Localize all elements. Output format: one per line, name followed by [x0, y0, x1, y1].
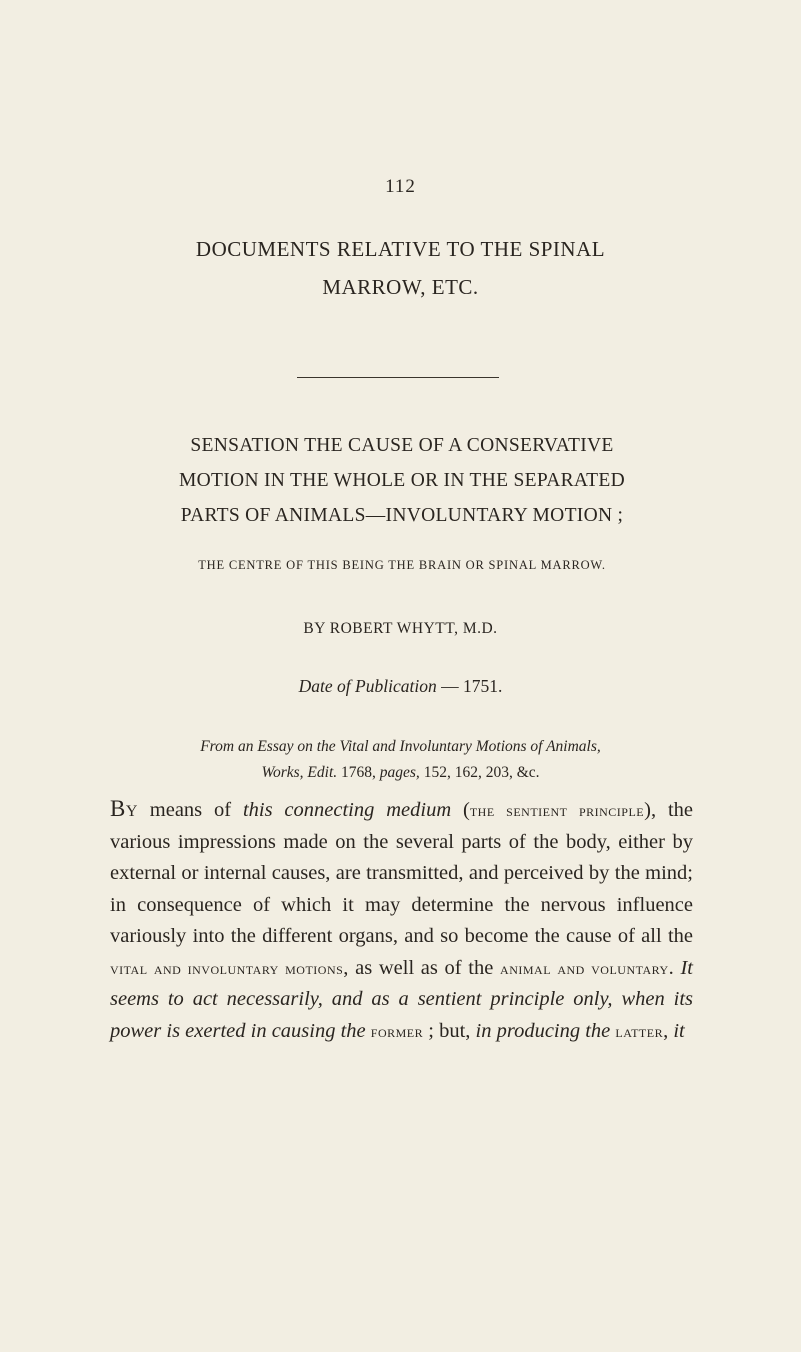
body-span: ), the various impressions made on the several parts of the body, either by external or internal causes, are transmitted, and perceived by the mind; in consequence of which it may determine the nervous influence variously into the different organs, and so become the cause of all the: [110, 799, 694, 947]
body-smallcaps-span: animal and voluntary: [500, 958, 669, 978]
body-span: means of: [137, 799, 243, 821]
title-divider: [297, 377, 499, 378]
date-separator: —: [436, 676, 463, 696]
publication-date: [0, 676, 801, 697]
body-italic-span: it: [673, 1019, 685, 1042]
section-heading: [92, 428, 712, 533]
section-heading-line-1: SENSATION THE CAUSE OF A CONSERVATIVE: [190, 435, 614, 456]
author-line: BY ROBERT WHYTT, M.D.: [303, 620, 498, 637]
body-opening-word: By: [110, 796, 138, 821]
source-pages: 152, 162, 203, &c.: [419, 764, 540, 781]
source-year: 1768,: [337, 764, 380, 781]
source-citation: [100, 734, 701, 786]
body-italic-span: It seems to act necessarily, and as a sentient principle only, when its power is exerted in causing the: [110, 956, 694, 1042]
section-subheading: THE CENTRE OF THIS BEING THE BRAIN OR SPINAL MARROW.: [198, 558, 606, 572]
document-title: [100, 230, 701, 306]
section-heading-line-2: MOTION IN THE WHOLE OR IN THE SEPARATED: [179, 470, 625, 491]
body-span: (: [451, 799, 470, 821]
date-value: 1751.: [462, 676, 503, 696]
body-paragraph: [110, 793, 693, 1047]
body-span: ,: [663, 1019, 674, 1042]
section-heading-line-3: PARTS OF ANIMALS—INVOLUNTARY MOTION ;: [180, 505, 624, 526]
source-works: Works, Edit.: [261, 764, 338, 781]
body-italic-span: in producing the: [475, 1019, 611, 1042]
source-pages-label: pages,: [379, 764, 420, 781]
body-smallcaps-span: former: [370, 1021, 424, 1041]
body-smallcaps-span: latter: [615, 1021, 664, 1041]
body-smallcaps-span: the sentient principle: [469, 801, 645, 820]
body-span: .: [668, 956, 681, 979]
page-number: 112: [385, 176, 416, 197]
body-smallcaps-span: vital and involuntary motions: [110, 958, 344, 978]
body-span: ; but,: [423, 1019, 476, 1042]
document-title-line-2: MARROW, ETC.: [322, 275, 479, 299]
document-title-line-1: DOCUMENTS RELATIVE TO THE SPINAL: [195, 237, 606, 261]
body-span: , as well as of the: [343, 956, 501, 979]
body-italic-span: this connecting medium: [242, 799, 452, 821]
date-label: Date of Publication: [298, 676, 437, 696]
source-line-1: From an Essay on the Vital and Involuntary Motions of Animals,: [200, 738, 601, 755]
source-line-2: [100, 760, 701, 786]
